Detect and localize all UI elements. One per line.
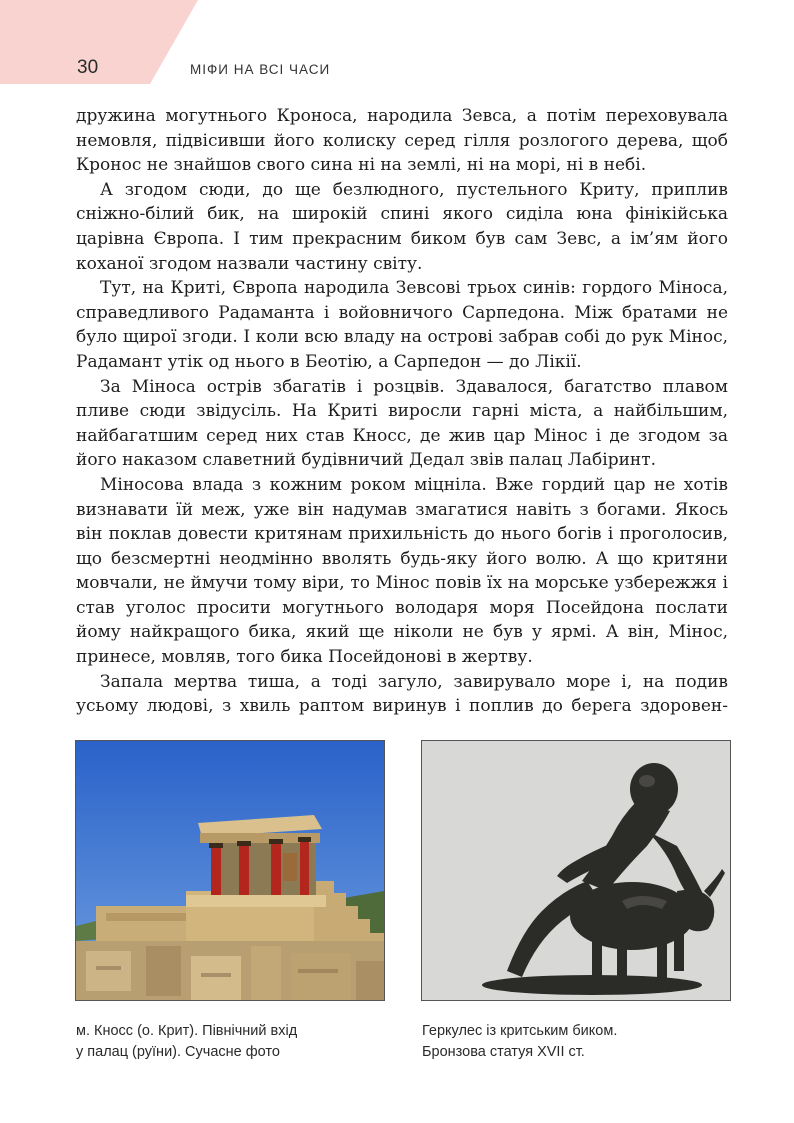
running-title: МІФИ НА ВСІ ЧАСИ: [190, 62, 331, 77]
paragraph: Тут, на Криті, Європа народила Зевсові трьох синів: гордого Міноса, справедливого Радаманта і войовничого Сарпедона. Між братами не було щирої згоди. І коли всю владу на острові забрав собі до рук Мінос, Радамант утік од нього в Беотію, а Сарпедон — до Лікії.: [76, 278, 728, 372]
body-text: [76, 104, 728, 719]
figure-caption: [76, 1021, 297, 1063]
paragraph: За Міноса острів збагатів і розцвів. Здавалося, багатство плавом пливе сюди звідусіль. На Криті виросли гарні міста, а найбільшим, найбагатшим серед них став Кносс, де жив цар Мінос і де згодом за його наказом славетний будівничий Дедал звів палац Лабіринт.: [76, 376, 728, 471]
caption-line: у палац (руїни). Сучасне фото: [76, 1044, 280, 1060]
page-number: 30: [77, 57, 99, 78]
caption-line: Бронзова статуя XVII ст.: [422, 1044, 585, 1060]
corner-tab: [0, 0, 200, 84]
hercules-bull-statue-photo: [421, 740, 731, 1001]
paragraph: А згодом сюди, до ще безлюдного, пустельного Криту, приплив сніжно-білий бик, на широкій спині якого сиділа юна фінікійська царівна Європа. І тим прекрасним биком був сам Зевс, а ім’ям його коханої згодом назвали частину світу.: [76, 179, 728, 274]
caption-line: Геркулес із критським биком.: [422, 1023, 618, 1039]
knossos-photo: [75, 740, 385, 1001]
paragraph: дружина могутнього Кроноса, народила Зевса, а потім переховувала немовля, підвісивши його колиску серед гілля розлогого дерева, щоб Кронос не знайшов свого сина ні на землі, ні на морі, ні в небі.: [76, 106, 728, 176]
caption-line: м. Кносс (о. Крит). Північний вхід: [76, 1023, 298, 1039]
paragraph: Запала мертва тиша, а тоді загуло, завирувало море і, на подив усьому людові, з хвиль раптом виринув і поплив до берега здоровен-: [76, 671, 728, 717]
paragraph: Міносова влада з кожним роком міцніла. Вже гордий цар не хотів визнавати їй меж, уже він надумав змагатися навіть з богами. Якось він поклав довести критянам прихильність до нього богів і проголосив, що безсмертні неодмінно вволять будь-яку його волю. А що критяни мовчали, не ймучи тому віри, то Мінос повів їх на морське узбережжя і став уголос просити могутнього володаря моря Посейдона послати йому найкращого бика, який ще ніколи не був у ярмі. А він, Мінос, принесе, мовляв, того бика Посейдонові в жертву.: [76, 474, 728, 668]
figure-caption: [422, 1021, 617, 1063]
